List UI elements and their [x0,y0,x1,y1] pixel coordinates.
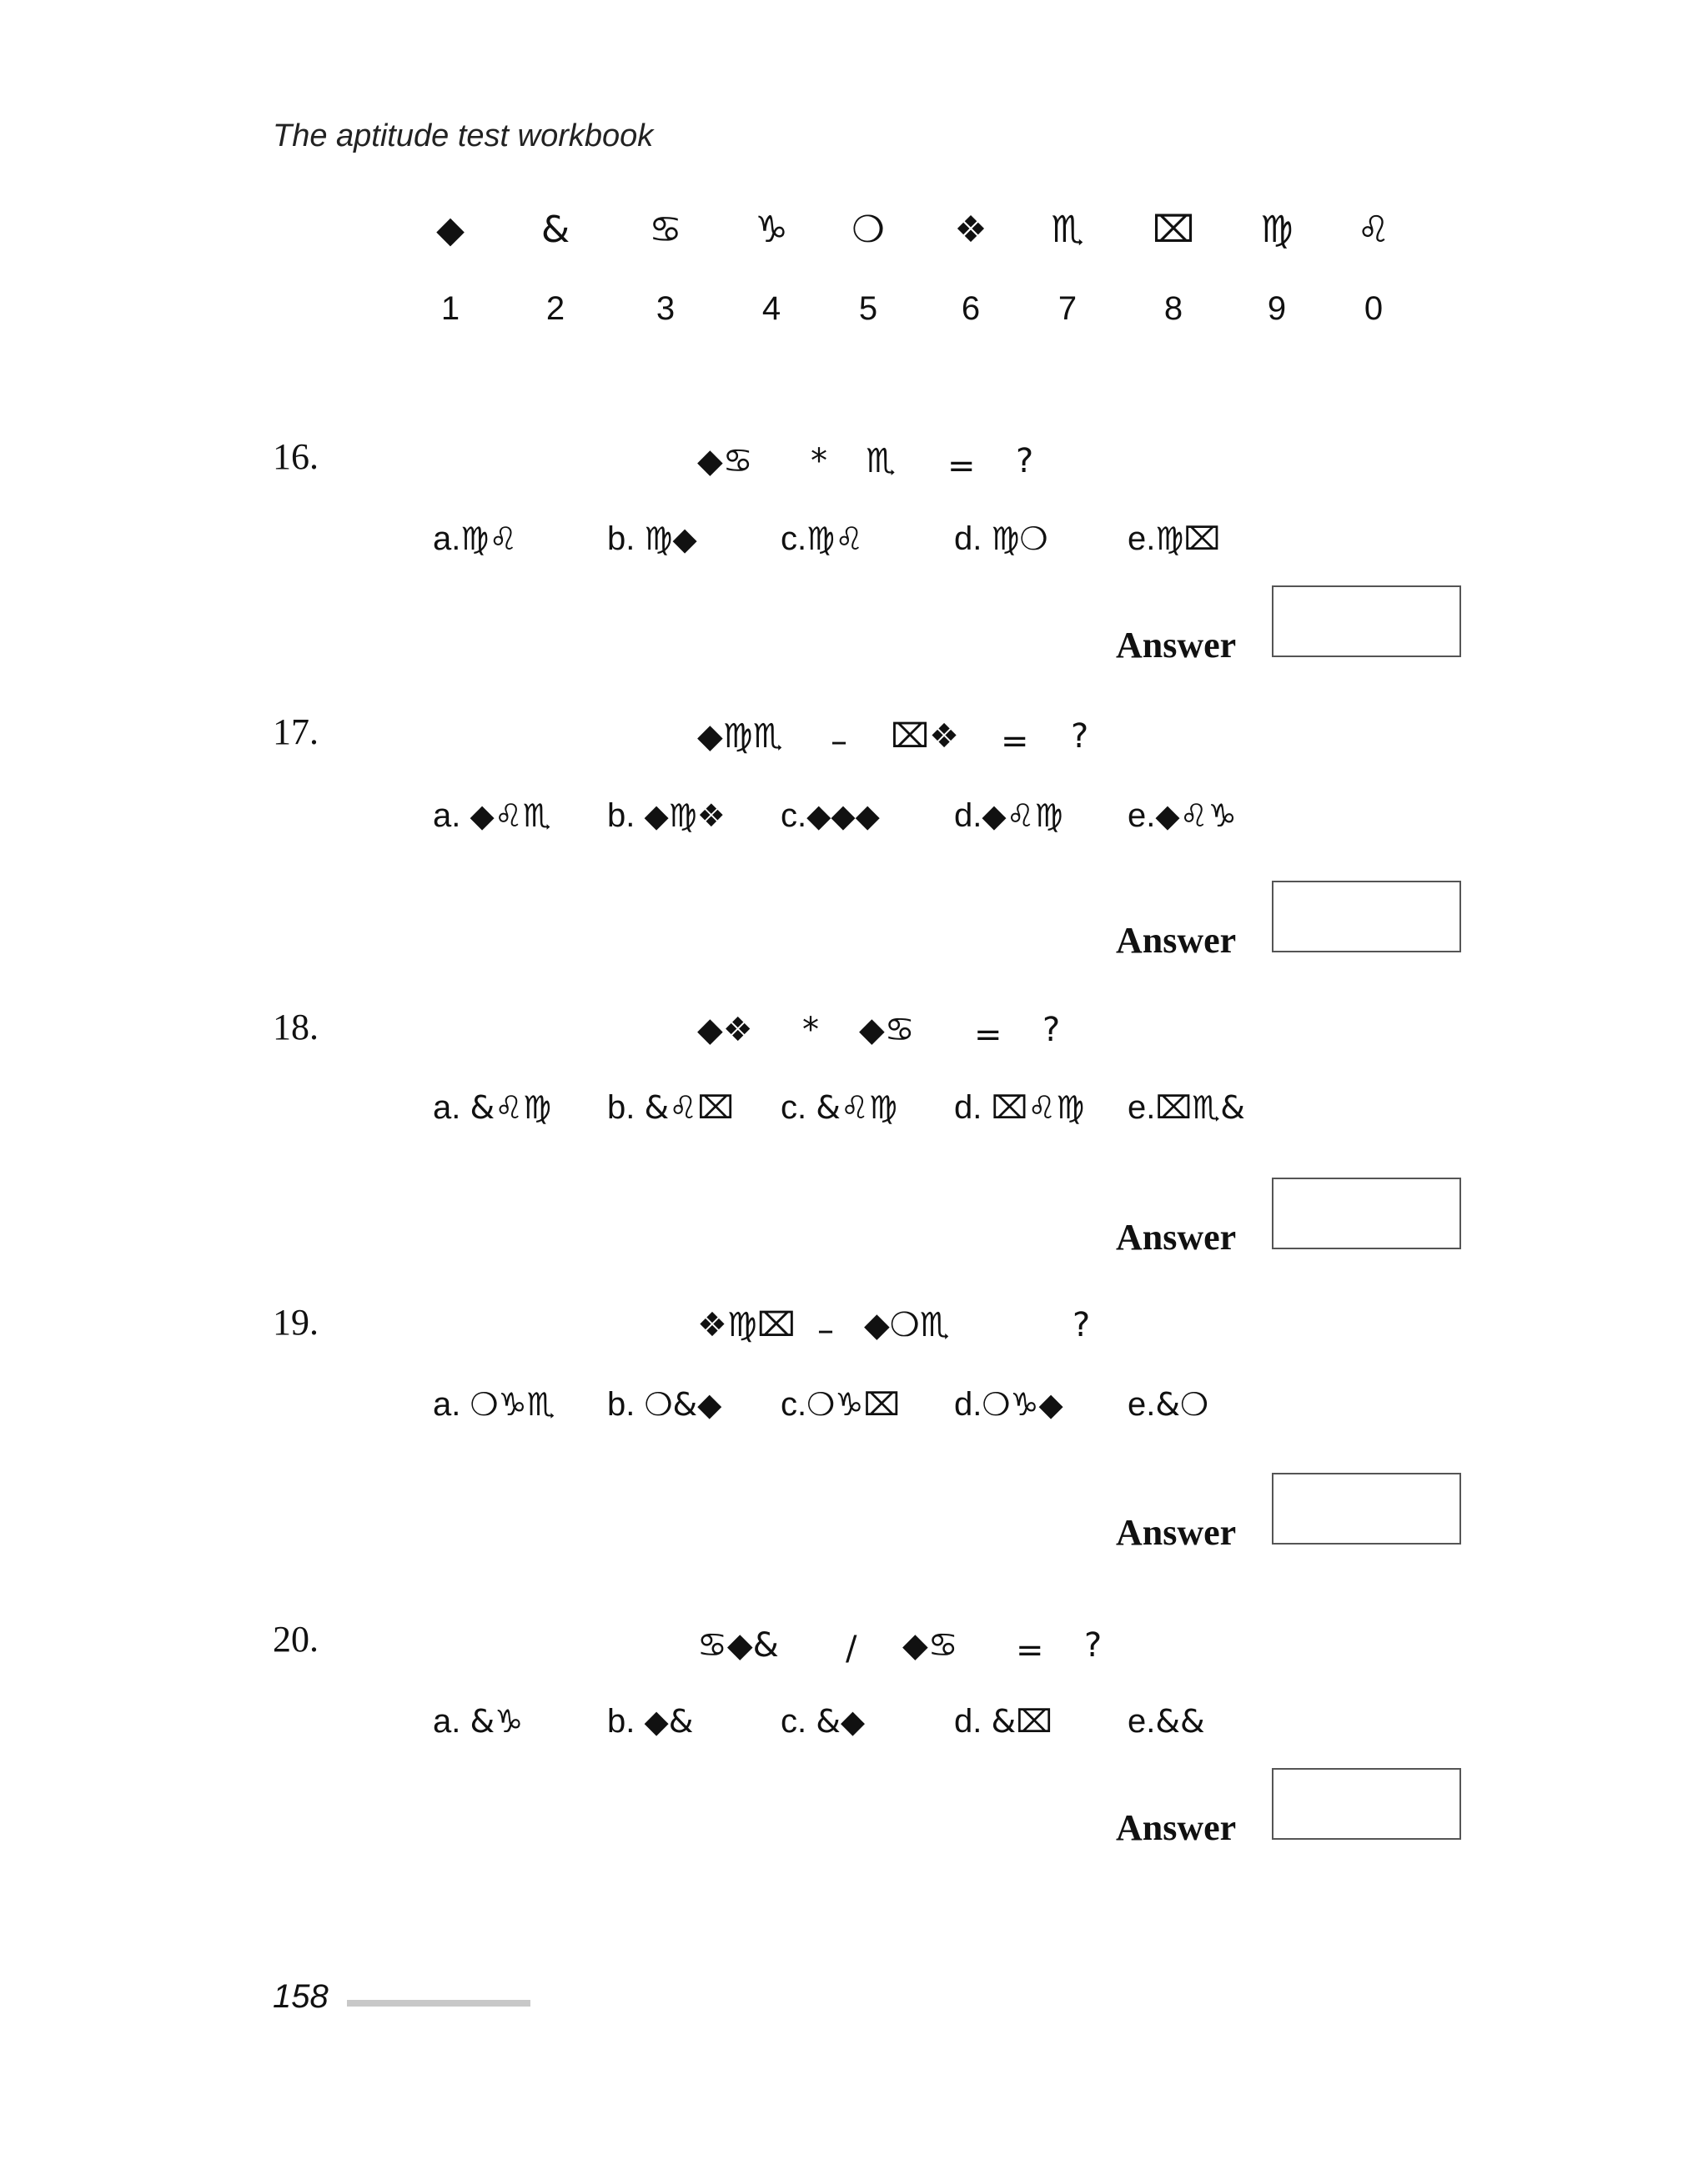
page-number: 158 [273,1978,329,2015]
option-letter: d. [954,797,982,834]
option-d[interactable] [954,797,1063,835]
key-symbol: ♍ [1260,208,1294,251]
option-letter: b. [607,1703,635,1740]
option-d[interactable] [954,520,1048,558]
option-letter: e. [1128,1089,1156,1126]
answer-label: Answer [1116,1217,1237,1258]
option-value: ⌧♏& [1155,1089,1245,1126]
option-value: ◆♌♏ [470,797,551,834]
option-value: &◆ [816,1703,866,1740]
key-symbol: ♋ [649,208,682,251]
key-symbol: ⌧ [1152,208,1195,251]
option-letter: b. [607,1386,635,1423]
option-value: ❍♑◆ [982,1386,1063,1423]
key-symbol: ♏ [1051,208,1084,251]
option-d[interactable] [954,1386,1063,1424]
equation-result: ? [1084,1626,1103,1665]
key-symbol: ◆ [436,208,465,251]
option-letter: d. [954,1703,982,1740]
option-value: ◆♌♑ [1155,797,1237,834]
question-number: 18. [273,1007,319,1047]
equation-operand-2: ◆♋ [859,1011,915,1049]
equation-equals: = [1001,722,1029,761]
option-letter: a. [433,1089,461,1126]
equation-equals: = [974,1016,1002,1054]
question-number: 19. [273,1302,319,1343]
question-number: 16. [273,436,319,477]
option-value: ♍❍ [991,520,1048,557]
equation-equals: = [1016,1631,1044,1670]
answer-box[interactable] [1272,881,1461,952]
key-digit: 8 [1163,290,1183,327]
equation-operand-1: ♋◆& [697,1626,779,1665]
answer-label: Answer [1116,1807,1237,1848]
option-value: &⌧ [991,1703,1052,1740]
option-letter: b. [607,1089,635,1126]
option-b[interactable] [607,1703,693,1741]
equation-operand-2: ♏ [866,442,896,480]
option-e[interactable] [1128,1089,1245,1127]
option-e[interactable] [1128,1703,1205,1741]
key-symbol: ❍ [851,208,885,251]
running-header: The aptitude test workbook [273,118,654,153]
option-b[interactable] [607,520,697,558]
key-digit: 6 [961,290,981,327]
option-value: ❍♑♏ [470,1386,555,1423]
equation-operand-1: ❖♍⌧ [697,1306,796,1344]
option-value: &♌♍ [470,1089,552,1126]
equation-result: ? [1071,717,1089,756]
answer-box[interactable] [1272,585,1461,657]
equation-operand-1: ◆♋ [697,442,753,480]
option-letter: c. [781,520,807,557]
key-digit: 4 [761,290,781,327]
option-letter: d. [954,1386,982,1423]
key-symbol: ♑ [755,208,788,251]
option-value: ◆& [644,1703,694,1740]
key-symbol: ❖ [954,208,987,251]
key-digit: 1 [440,290,460,327]
key-digit: 5 [858,290,878,327]
option-letter: e. [1128,520,1156,557]
option-value: &❍ [1155,1386,1209,1423]
equation-operator: – [831,722,847,761]
key-digit: 2 [545,290,565,327]
option-letter: e. [1128,1386,1156,1423]
equation-result: ? [1042,1011,1061,1049]
option-letter: e. [1128,1703,1156,1740]
option-value: ◆♍❖ [644,797,726,834]
question-number: 17. [273,711,319,752]
equation-operator: – [817,1311,834,1349]
option-value: &♑ [470,1703,524,1740]
option-c[interactable] [781,1703,865,1741]
option-b[interactable] [607,797,726,835]
option-value: ♍⌧ [1155,520,1221,557]
option-c[interactable] [781,1089,897,1127]
equation-result: ? [1073,1306,1091,1344]
equation-operator: / [846,1630,857,1668]
key-digit: 3 [656,290,676,327]
option-b[interactable] [607,1089,734,1127]
option-value: ♍♌ [460,520,518,557]
option-value: &♌♍ [816,1089,898,1126]
option-letter: d. [954,1089,982,1126]
option-letter: c. [781,1089,807,1126]
option-letter: e. [1128,797,1156,834]
option-a[interactable] [433,1703,523,1741]
option-letter: b. [607,797,635,834]
equation-operand-1: ◆❖ [697,1011,753,1049]
option-c[interactable] [781,1386,900,1424]
option-value: && [1155,1703,1205,1740]
equation-operand-2: ◆❍♏ [864,1306,950,1344]
key-symbol: ♌ [1357,208,1390,251]
equation-operand-1: ◆♍♏ [697,717,783,756]
option-letter: a. [433,797,461,834]
key-digit: 7 [1057,290,1078,327]
option-letter: c. [781,797,807,834]
answer-label: Answer [1116,920,1237,961]
equation-operand-2: ◆♋ [902,1626,958,1665]
option-e[interactable] [1128,1386,1208,1424]
answer-box[interactable] [1272,1768,1461,1840]
option-a[interactable] [433,520,518,558]
option-b[interactable] [607,1386,721,1424]
option-value: ♍♌ [806,520,864,557]
option-value: ❍&◆ [644,1386,722,1423]
answer-label: Answer [1116,625,1237,666]
option-letter: a. [433,1703,461,1740]
key-digit: 9 [1267,290,1287,327]
option-value: ◆♌♍ [982,797,1063,834]
option-a[interactable] [433,1386,555,1424]
footer-rule [347,2000,530,2007]
option-letter: b. [607,520,635,557]
option-value: ⌧♌♍ [991,1089,1085,1126]
option-letter: c. [781,1386,807,1423]
option-c[interactable] [781,797,880,835]
answer-label: Answer [1116,1512,1237,1553]
option-letter: d. [954,520,982,557]
option-value: ◆◆◆ [806,797,880,834]
equation-equals: = [947,447,976,485]
option-a[interactable] [433,797,551,835]
answer-box[interactable] [1272,1178,1461,1249]
option-a[interactable] [433,1089,551,1127]
option-e[interactable] [1128,520,1220,558]
equation-operator: * [811,442,827,480]
option-value: ❍♑⌧ [806,1386,901,1423]
option-letter: a. [433,520,461,557]
option-value: &♌⌧ [644,1089,734,1126]
option-d[interactable] [954,1703,1052,1741]
key-digit: 0 [1364,290,1384,327]
answer-box[interactable] [1272,1473,1461,1545]
option-letter: c. [781,1703,807,1740]
equation-operand-2: ⌧❖ [891,717,959,756]
option-e[interactable] [1128,797,1237,835]
question-number: 20. [273,1619,319,1660]
option-letter: a. [433,1386,461,1423]
option-value: ♍◆ [644,520,697,557]
option-c[interactable] [781,520,863,558]
equation-operator: * [802,1011,819,1049]
key-symbol: & [540,208,570,251]
option-d[interactable] [954,1089,1084,1127]
equation-result: ? [1016,442,1034,480]
